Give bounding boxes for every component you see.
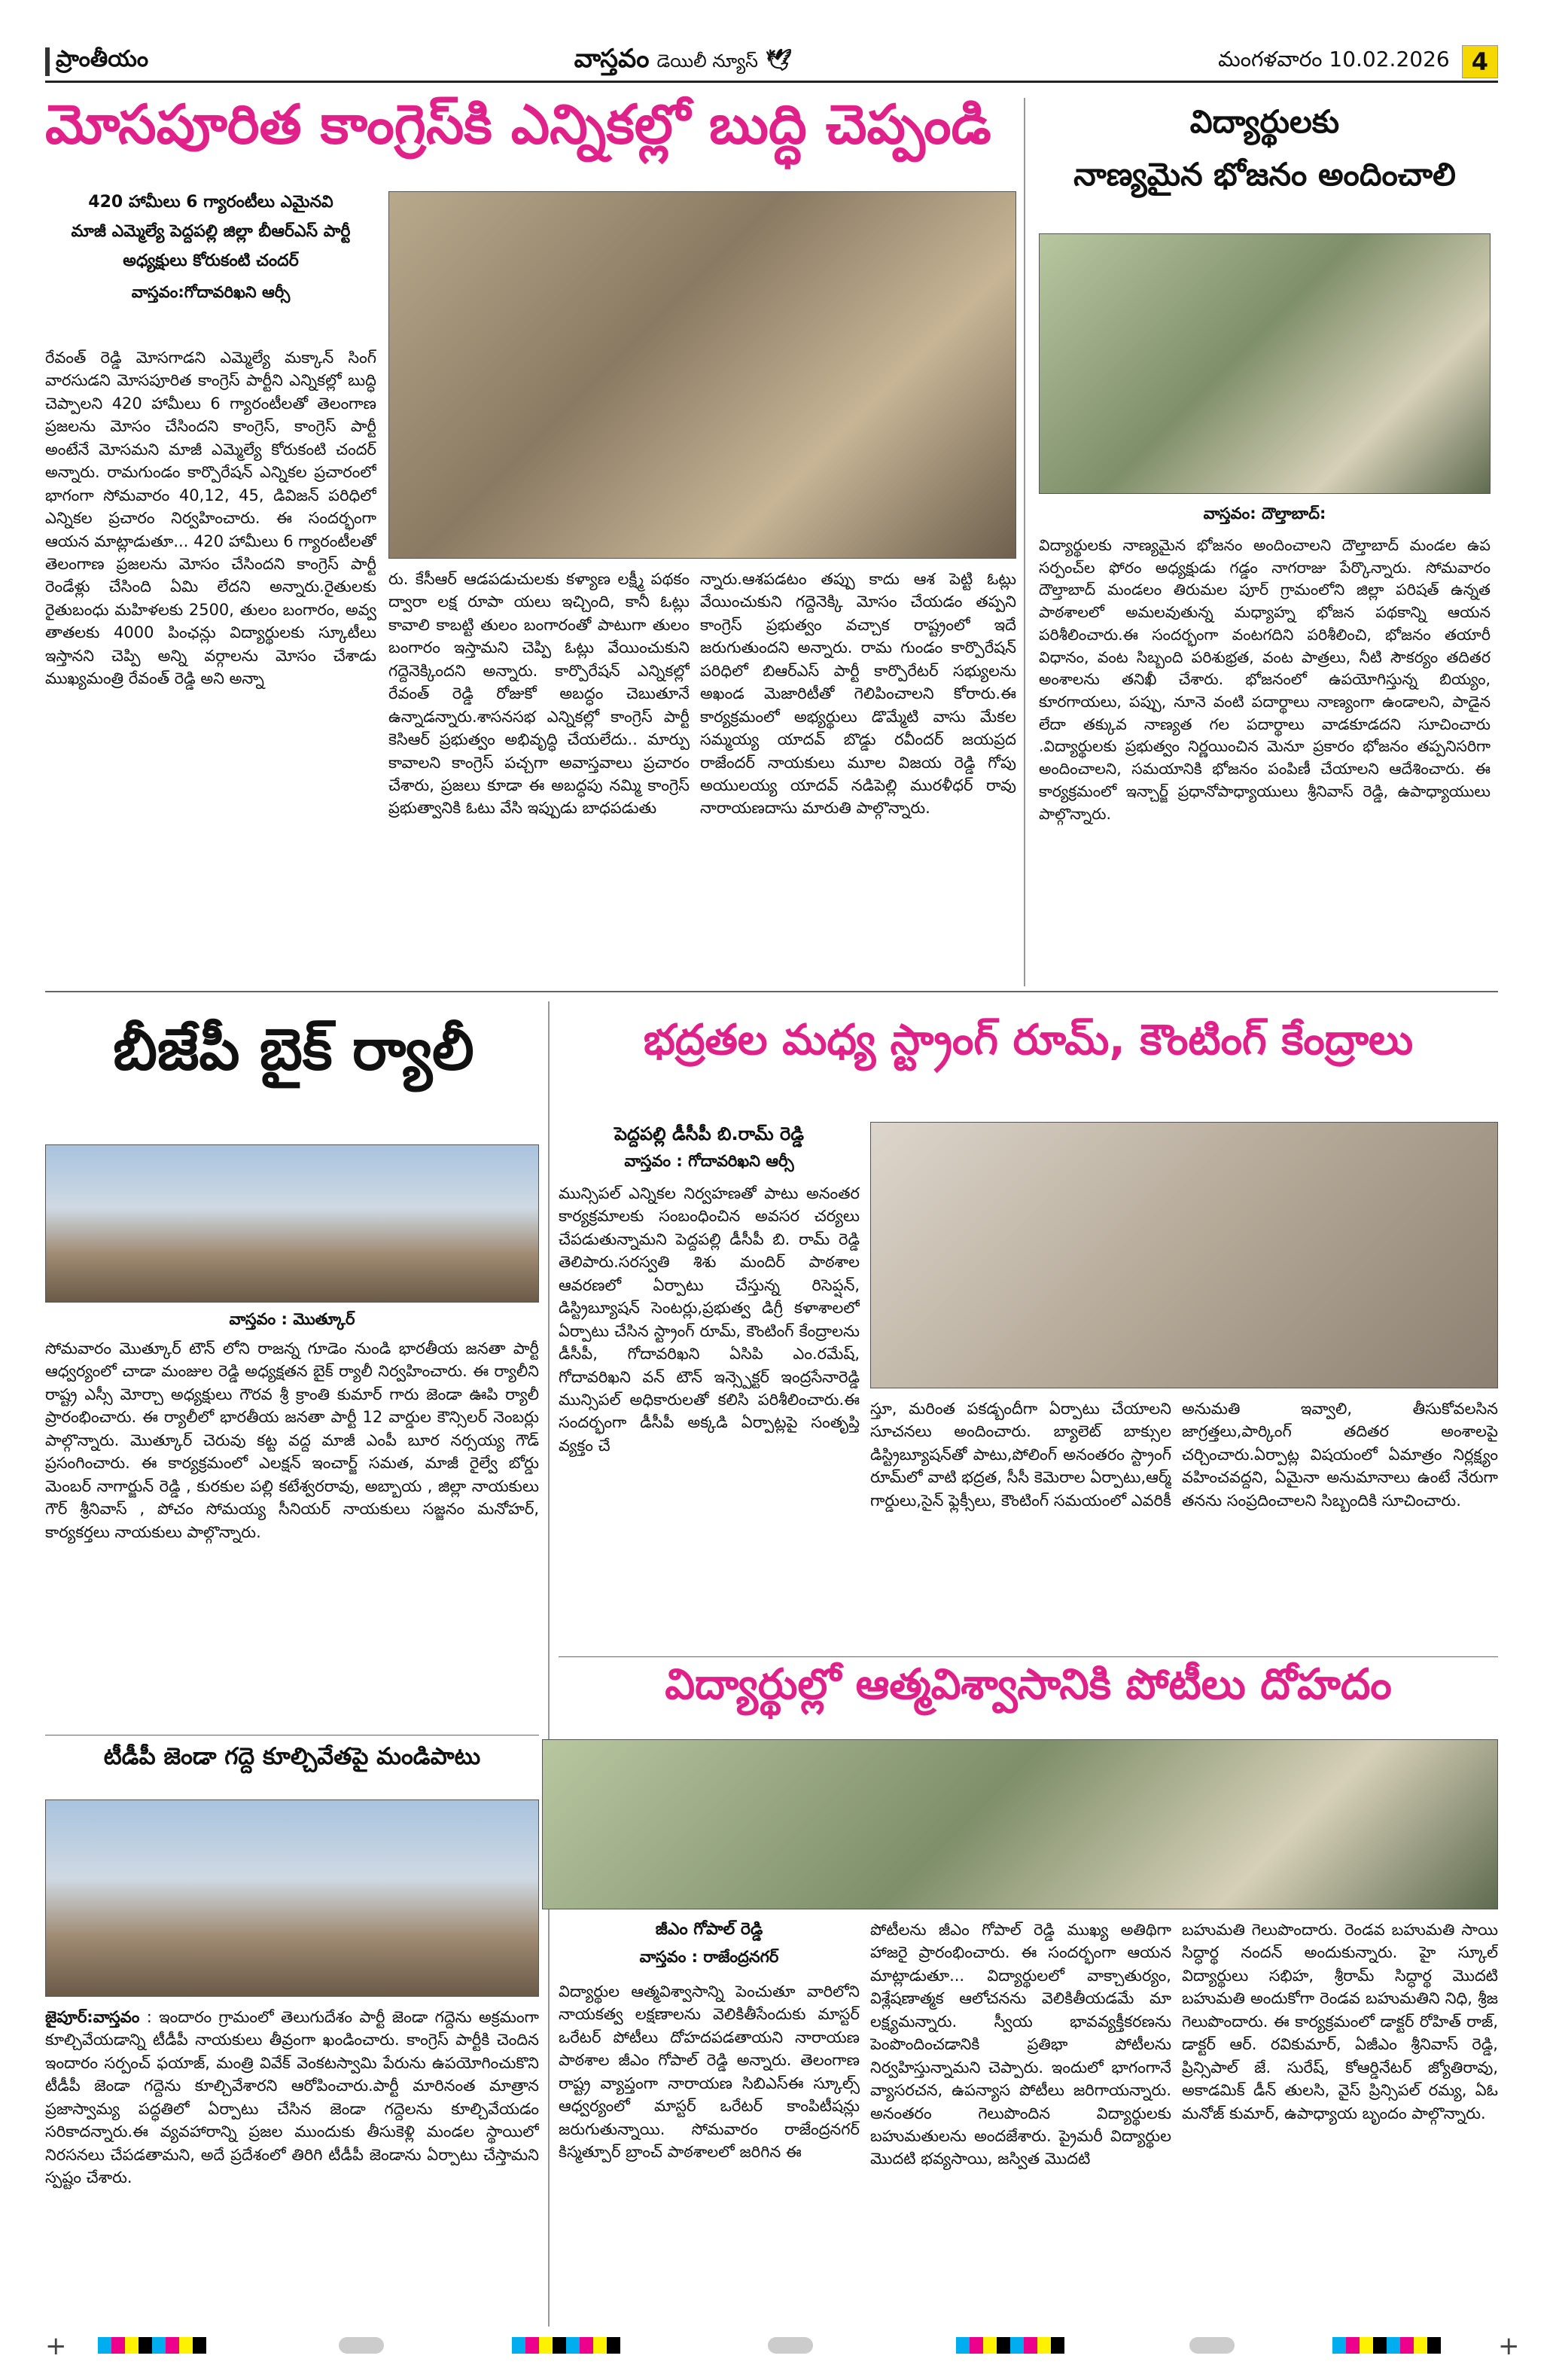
a6-photo <box>542 1739 1498 1909</box>
paper-edition: డెయిలీ న్యూస్ <box>656 50 759 72</box>
a2-headline-line2: నాణ్యమైన భోజనం అందించాలి <box>1073 157 1456 193</box>
divider-a5-a6 <box>559 1656 1498 1657</box>
a1-col2: రు. కేసీఆర్ ఆడపడుచులకు కళ్యాణ లక్ష్మీ పథకం ద్వారా లక్ష రూపా యలు ఇచ్చింది, కానీ ఓట్లు కావాలి కాబట్టి తులం బంగారంతో పాటుగా తులం బంగారం ఇస్తామని చెప్పి ఓట్లు వేయించుకుని గద్దెనెక్కిందని అన్నారు. కార్పొరేషన్ ఎన్నికల్లో రేవంత్ రెడ్డి రోజుకో అబద్ధం చెబుతూనే ఉన్నాడన్నారు.శాసనసభ ఎన్నికల్లో కాంగ్రెస్ పార్టీ కెసిఆర్ ప్రభుత్వం అభివృద్ధి చేయలేదు.. మార్పు కావాలని కాంగ్రెస్ పచ్చగా అవాస్తవాలు ప్రచారం చేశారు, ప్రజలు కూడా ఈ అబద్ధపు నమ్మి కాంగ్రెస్ ప్రభుత్వానికి ఓటు వేసి ఇప్పుడు బాధపడుతు <box>388 570 690 818</box>
paper-logo <box>574 44 793 80</box>
a5-subheads <box>559 1122 860 1175</box>
gray-bar-3 <box>1189 2337 1235 2354</box>
bird-icon: 🕊 <box>766 47 793 72</box>
a5-col3: అనుమతి ఇవ్వాలి, తీసుకోవలసిన జాగ్రత్తలు,పార్కింగ్ తదితర అంశాలపై చర్చించారు.ఏర్పాట్ల విషయంలో ఏమాత్రం నిర్లక్ష్యం వహించవద్దని, ఏమైనా అనుమానాలు ఉంటే నేరుగా తనను సంప్రదించాలని సిబ్బందికి సూచించారు. <box>1182 1400 1498 1510</box>
a1-photo <box>388 191 1016 559</box>
masthead-right <box>1218 45 1498 78</box>
divider-row1 <box>45 991 1498 992</box>
a2-dateline: వాస్తవం: దౌల్తాబాద్: <box>1203 504 1326 523</box>
a1-headline: మోసపూరిత కాంగ్రెస్‌కి ఎన్నికల్లో బుద్ధి చెప్పండి <box>45 93 991 156</box>
a6-sub: జీఎం గోపాల్ రెడ్డి <box>655 1920 763 1939</box>
a1-dateline: వాస్తవం:గోదావరిఖని ఆర్సీ <box>131 283 291 302</box>
divider-left-column <box>548 1001 550 2327</box>
gray-bar-1 <box>339 2337 384 2354</box>
section-label <box>45 46 148 78</box>
a2-headline-line1: విద్యార్థులకు <box>1189 104 1340 140</box>
a6-headline: విద్యార్థుల్లో ఆత్మవిశ్వాసానికి పోటీలు దోహదం <box>665 1661 1392 1709</box>
a5-col2: స్తూ, మరింత పకడ్బందీగా ఏర్పాటు చేయాలని సూచనలు అందించారు. బ్యాలెట్ బాక్సుల డిస్ట్రిబ్యూషన్‌తో పాటు,పోలింగ్ అనంతరం స్ట్రాంగ్ రూమ్‌లో వాటి భద్రత, సీసీ కెమెరాల ఏర్పాటు,ఆర్మ్ గార్డులు,సైన్ ఫ్లెక్సీలు, కౌంటింగ్ సమయంలో ఎవరికీ <box>870 1400 1171 1510</box>
a6-col1: విద్యార్థుల ఆత్మవిశ్వాసాన్ని పెంచుతూ వారిలోని నాయకత్వ లక్షణాలను వెలికితీసేందుకు మాస్టర్ ఒరేటర్ పోటీలు దోహదపడతాయని నారాయణ పాఠశాల జీఎం గోపాల్ రెడ్డి అన్నారు. తెలంగాణ రాష్ట్ర వ్యాప్తంగా నారాయణ సిబిఎస్ఈ స్కూల్స్ ఆధ్వర్యంలో మాస్టర్ ఒరేటర్ కాంపిటీషన్లు జరుగుతున్నాయి. సోమవారం రాజేంద్రనగర్ కిస్మత్పూర్ బ్రాంచ్ పాఠశాలలో జరిగిన ఈ <box>559 1982 860 2162</box>
a6-col2: పోటీలను జీఎం గోపాల్ రెడ్డి ముఖ్య అతిథిగా హాజరై ప్రారంభించారు. ఈ సందర్భంగా ఆయన మాట్లాడుతూ... విద్యార్థులలో వాక్చాతుర్యం, విశ్లేషణాత్మక ఆలోచనను వెలికితీయడమే మా లక్ష్యమన్నారు. స్వీయ భావవ్యక్తీకరణను పెంపొందించడానికి ప్రతిభా పోటీలను నిర్వహిస్తున్నామని చెప్పారు. ఇందులో భాగంగానే వ్యాసరచన, ఉపన్యాస పోటీలు జరిగాయన్నారు. అనంతరం గెలుపొందిన విద్యార్థులకు బహుమతులను అందజేశారు. ప్రైమరీ విద్యార్థుల మొదటి భవ్యసాయి, జస్విత మొదటి <box>870 1921 1171 2168</box>
a3-photo <box>45 1144 539 1303</box>
a2-body: విద్యార్థులకు నాణ్యమైన భోజనం అందించాలని దౌల్తాబాద్ మండల ఉప సర్పంచ్‌ల ఫోరం అధ్యక్షుడు గడ్డం నాగరాజు పేర్కొన్నారు. సోమవారం దౌల్తాబాద్ మండలం తిరుమల పూర్ గ్రామంలోని జిల్లా పరిషత్ ఉన్నత పాఠశాలలో అమలవుతున్న మధ్యాహ్న భోజన పథకాన్ని ఆయన పరిశీలించారు.ఈ సందర్భంగా వంటగదిని పరిశీలించి, భోజనం తయారీ విధానం, వంట సిబ్బంది పరిశుభ్రత, వంట పాత్రలు, నీటి సౌకర్యం తదితర అంశాలను తనిఖీ చేశారు. భోజనంలో ఉపయోగిస్తున్న బియ్యం, కూరగాయలు, పప్పు, నూనె వంటి పదార్థాలు నాణ్యంగా ఉండాలని, పాడైన లేదా తక్కువ నాణ్యత గల పదార్థాలు వాడకూడదని సూచించారు .విద్యార్థులకు ప్రభుత్వం నిర్ణయించిన మెనూ ప్రకారం భోజనం తప్పనిసరిగా అందించాలని, సమయానికి భోజనం పంపిణీ చేయాలని ఆదేశించారు. ఈ కార్యక్రమంలో ఇన్చార్జ్ ప్రధానోపాధ్యాయులు శ్రీనివాస్ రెడ్డి, ఉపాధ్యాయులు పాల్గొన్నారు. <box>1039 536 1491 823</box>
a5-dateline: వాస్తవం : గోదావరిఖని ఆర్సీ <box>624 1151 794 1170</box>
a4-photo <box>45 1799 539 1997</box>
registration-mark-left: + <box>45 2331 67 2361</box>
masthead <box>45 42 1498 83</box>
divider-a1-a2 <box>1024 98 1025 986</box>
section-bar <box>45 47 50 76</box>
color-bar-2 <box>512 2337 620 2354</box>
registration-mark-right: + <box>1498 2331 1520 2361</box>
a3-dateline: వాస్తవం : మొత్కూర్ <box>229 1310 355 1328</box>
a6-col3: బహుమతి గెలుపొందారు. రెండవ బహుమతి సాయి సిద్ధార్థ నందన్ అందుకున్నారు. హై స్కూల్ విద్యార్థులు సభిహ, శ్రీరామ్ సిద్ధార్థ మొదటి బహుమతి అందుకోగా రెండవ బహుమతిని నిధి, శ్రీజ గెలుపొందారు. ఈ కార్యక్రమంలో డాక్టర్ రోహిత్ రాజ్, డాక్టర్ ఆర్. రవికుమార్, ఏజీఎం శ్రీనివాస్ రెడ్డి, ప్రిన్సిపాల్ జే. సురేష్, కోఆర్డినేటర్ జ్యోతిరావు, అకాడమిక్ డీన్ తులసి, వైస్ ప్రిన్సిపల్ రమ్య, ఏఓ మనోజ్ కుమార్, ఉపాధ్యాయ బృందం పాల్గొన్నారు. <box>1182 1921 1498 2122</box>
a2-photo <box>1039 233 1491 494</box>
a1-sub3: అధ్యక్షులు కోరుకంటి చందర్ <box>123 251 299 270</box>
a4-dateline: జైపూర్:వాస్తవం <box>45 2008 140 2026</box>
a5-headline: భద్రతల మధ్య స్ట్రాంగ్ రూమ్, కౌంటింగ్ కేంద్రాలు <box>643 1016 1414 1065</box>
a3-body: సోమవారం మొత్కూర్ టౌన్ లోని రాజన్న గూడెం నుండి భారతీయ జనతా పార్టీ ఆధ్వర్యంలో చాడా మంజుల రెడ్డి అధ్యక్షతన బైక్ ర్యాలీ నిర్వహించారు. ఈ ర్యాలీని రాష్ట్ర ఎస్సీ మోర్చా అధ్యక్షులు గౌరవ శ్రీ క్రాంతి కుమార్ గారు జెండా ఊపి ర్యాలీ ప్రారంభించారు. ఈ ర్యాలీలో భారతీయ జనతా పార్టీ 12 వార్డుల కౌన్సిలర్ నెంబర్లు పాల్గొన్నారు. మొత్కూర్ చెరువు కట్ట వద్ద మాజీ ఎంపీ బూర నర్సయ్య గౌడ్ ప్రసంగించారు. ఈ కార్యక్రమంలో ఎలక్షన్ ఇంచార్జ్ సమత, మాజీ రైల్వే బోర్డు మెంబర్ నాగార్జున్ రెడ్డి , కురకుల పల్లి కటేశ్వరరావు, అబ్బాయ , జిల్లా నాయకులు గౌర్ శ్రీనివాస్ , పోచం సోమయ్య సీనియర్ నాయకులు సజ్జనం మనోహర్, కార్యకర్తలు నాయకులు పాల్గొన్నారు. <box>45 1339 539 1541</box>
a6-dateline: వాస్తవం : రాజేంద్రనగర్ <box>639 1947 779 1966</box>
gray-bar-2 <box>768 2337 813 2354</box>
page-number: 4 <box>1462 45 1498 78</box>
a5-photo <box>870 1122 1498 1388</box>
a5-col1: మున్సిపల్ ఎన్నికల నిర్వహణతో పాటు అనంతర కార్యక్రమాలకు సంబంధించిన అవసర చర్యలు చేపడుతున్నామని పెద్దపల్లి డీసీపీ బి. రామ్ రెడ్డి తెలిపారు.సరస్వతి శిశు మందిర్ పాఠశాల ఆవరణలో ఏర్పాటు చేస్తున్న రిసెప్షన్, డిస్ట్రిబ్యూషన్ సెంటర్లు,ప్రభుత్వ డిగ్రీ కళాశాలలో ఏర్పాటు చేసిన స్ట్రాంగ్ రూమ్, కౌంటింగ్ కేంద్రాలను డీసీపీ, గోదావరిఖని ఏసిపి ఎం.రమేష్, గోదావరిఖని వన్ టౌన్ ఇన్స్పెక్టర్ ఇంద్రసేనారెడ్డి మున్సిపల్ అధికారులతో కలిసి పరిశీలించారు.ఈ సందర్భంగా డీసీపీ అక్కడి ఏర్పాట్లపై సంతృప్తి వ్యక్తం చే <box>559 1184 860 1455</box>
a1-subheads <box>45 191 376 334</box>
a1-sub1: 420 హామీలు 6 గ్యారంటీలు ఎమైనవి <box>88 193 333 212</box>
a4-body: : ఇందారం గ్రామంలో తెలుగుదేశం పార్టీ జెండా గద్దెను అక్రమంగా కూల్చివేయడాన్ని టీడీపీ నాయకులు తీవ్రంగా ఖండించారు. కాంగ్రెస్ పార్టీకి చెందిన ఇందారం సర్పంచ్ ఫయాజ్, మంత్రి వివేక్ వెంకటస్వామి పేరును ఉపయోగించుకొని టీడీపీ జెండా గద్దెను కూల్చివేశారని ఆరోపించారు.పార్టీ మారినంత మాత్రాన ప్రజాస్వామ్య పద్ధతిలో ఏర్పాటు చేసిన జెండా గద్దెలను కూల్చివేయడం సరికాదన్నారు.ఈ వ్యవహారాన్ని ప్రజల ముందుకు తీసుకెళ్లి మండల స్థాయిలో నిరసనలు చేపడతామని, అదే ప్రదేశంలో తిరిగి టీడీపీ జెండాను ఏర్పాటు చేస్తామని స్పష్టం చేశారు. <box>45 2008 539 2187</box>
a1-col1: రేవంత్ రెడ్డి మోసగాడని ఎమ్మెల్యే మక్కాన్ సింగ్ వారసుడని మోసపూరిత కాంగ్రెస్ పార్టీని ఎన్నికల్లో బుద్ధి చెప్పాలని 420 హామీలు 6 గ్యారంటీలతో తెలంగాణ ప్రజలను మోసం చేసిందని కాంగ్రెస్, కాంగ్రెస్ పార్టీ అంటేనే మోసమని మాజీ ఎమ్మెల్యే కోరుకంటి చందర్ అన్నారు. రామగుండం కార్పొరేషన్ ఎన్నికల ప్రచారంలో భాగంగా సోమవారం 40,12, 45, డివిజన్ పరిధిలో ఎన్నికల ప్రచారం నిర్వహించారు. ఈ సందర్భంగా ఆయన మాట్లాడుతూ... 420 హామీలు 6 గ్యారంటీలతో తెలంగాణ ప్రజలను మోసం చేసిందని కాంగ్రెస్ పార్టీ రెండేళ్లు చేసింది ఏమి లేదని అన్నారు.రైతులకు రైతుబంధు మహిళలకు 2500, తులం బంగారం, అవ్వ తాతలకు 4000 పింఛన్లు విద్యార్థులకు స్కూటీలు ఇస్తానని చెప్పి అన్ని వర్గాలను మోసం చేశాడు ముఖ్యమంత్రి రేవంత్ రెడ్డి అని అన్నా <box>45 349 376 688</box>
a4-headline: టీడీపీ జెండా గద్దె కూల్చివేతపై మండిపాటు <box>103 1744 481 1770</box>
a6-subheads <box>559 1918 860 1979</box>
a3-headline: బీజేపీ బైక్ ర్యాలీ <box>113 1016 474 1083</box>
a1-sub2: మాజీ ఎమ్మెల్యే పెద్దపల్లి జిల్లా బీఆర్ఎస్ పార్టీ <box>71 221 351 241</box>
a5-sub: పెద్దపల్లి డీసీపీ బి.రామ్ రెడ్డి <box>614 1123 805 1144</box>
a1-col3: న్నారు.ఆశపడటం తప్పు కాదు ఆశ పెట్టి ఓట్లు వేయించుకుని గద్దెనెక్కి మోసం చేయడం తప్పని కాంగ్రెస్ ప్రభుత్వం వచ్చాక రాష్ట్రంలో ఇదే జరుగుతుందని అన్నారు. రామ గుండం కార్పొరేషన్ పరిధిలో బిఆర్ఎస్ పార్టీ కార్పొరేటర్ సభ్యులను అఖండ మెజారిటీతో గెలిపించాలని కోరారు.ఈ కార్యక్రమంలో అభ్యర్థులు డొమ్మేటి వాసు మేకల సమ్మయ్య యాదవ్ బొడ్డు రవీందర్ జయప్రద రాజేందర్ నాయకులు మూల విజయ రెడ్డి గోపు అయులయ్య యాదవ్ నడిపెల్లి మురళీధర్ రావు నారాయణదాసు మారుతి పాల్గొన్నారు. <box>700 570 1016 818</box>
color-bar-1 <box>98 2337 206 2354</box>
section-name: ప్రాంతీయం <box>56 45 149 72</box>
a4-text <box>45 2006 539 2314</box>
paper-name: వాస్తవం <box>574 43 650 74</box>
issue-date: మంగళవారం 10.02.2026 <box>1218 46 1450 72</box>
color-bar-4 <box>1332 2337 1441 2354</box>
color-bar-3 <box>956 2337 1064 2354</box>
